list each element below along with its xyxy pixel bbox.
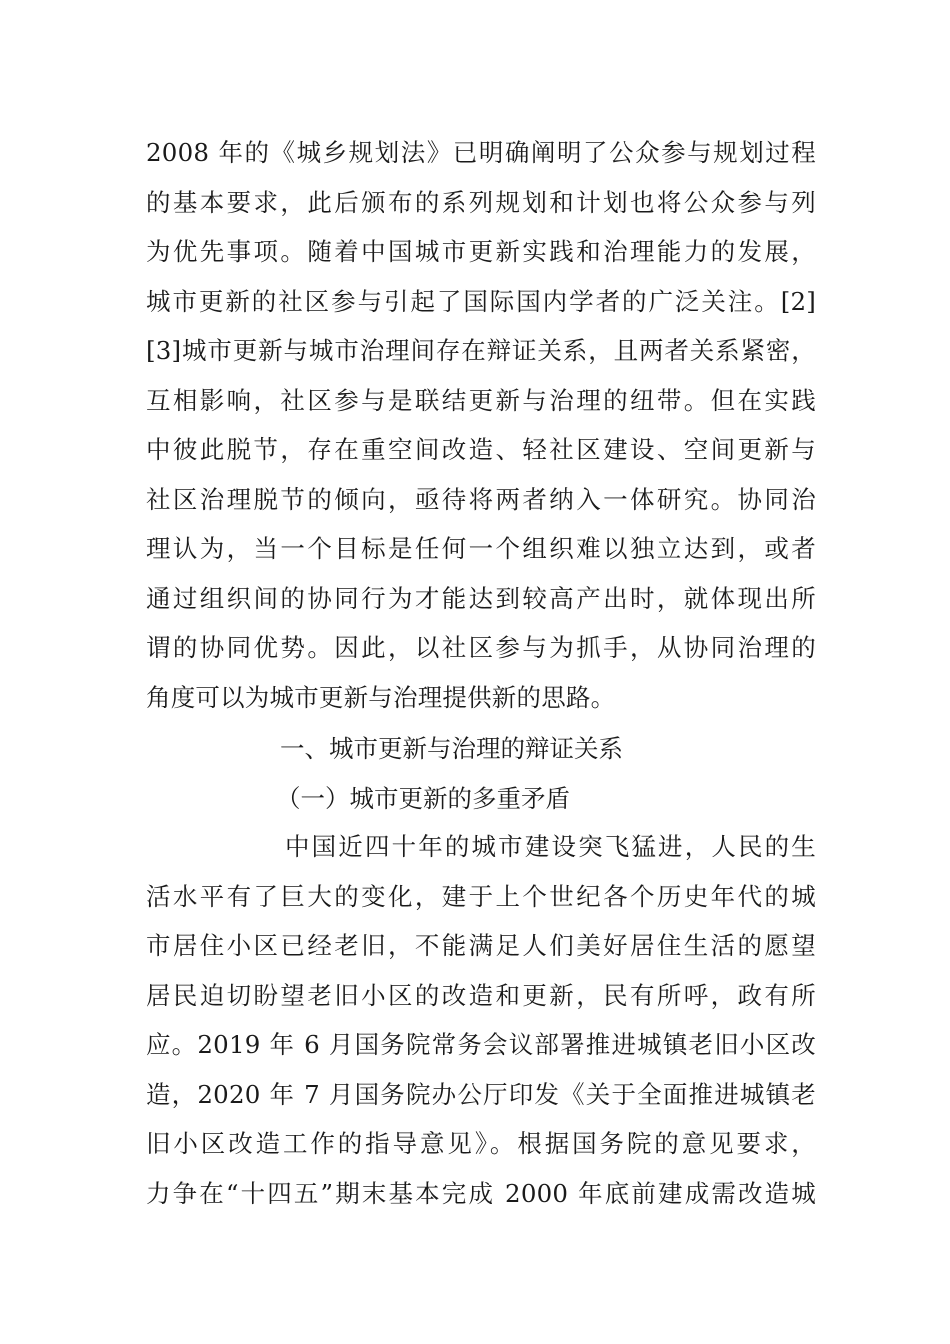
paragraph-line: 力争在“十四五”期末基本完成 2000 年底前建成需改造城 [146, 1178, 816, 1208]
paragraph-line: [3]城市更新与城市治理间存在辩证关系，且两者关系紧密， [146, 336, 816, 365]
paragraph-line: 中彼此脱节，存在重空间改造、轻社区建设、空间更新与 [146, 435, 816, 464]
paragraph-line: 2008 年的《城乡规划法》已明确阐明了公众参与规划过程 [146, 138, 816, 167]
paragraph-line: 居民迫切盼望老旧小区的改造和更新，民有所呼，政有所 [146, 980, 816, 1010]
paragraph-line: 通过组织间的协同行为才能达到较高产出时，就体现出所 [146, 583, 816, 613]
paragraph-line: 理认为，当一个目标是任何一个组织难以独立达到，或者 [146, 534, 816, 563]
body-paragraph [146, 822, 816, 1218]
paragraph-line: 谓的协同优势。因此，以社区参与为抓手，从协同治理的 [146, 633, 816, 662]
subsection-heading: （一）城市更新的多重矛盾 [276, 784, 570, 813]
paragraph-line: 的基本要求，此后颁布的系列规划和计划也将公众参与列 [146, 187, 816, 217]
paragraph-line: 应。2019 年 6 月国务院常务会议部署推进城镇老旧小区改 [146, 1030, 816, 1059]
paragraph-line: 角度可以为城市更新与治理提供新的思路。 [146, 682, 616, 712]
intro-paragraph [146, 128, 816, 722]
paragraph-line: 为优先事项。随着中国城市更新实践和治理能力的发展， [146, 237, 816, 266]
paragraph-first-line: 中国近四十年的城市建设突飞猛进，人民的生 [285, 832, 816, 861]
section-heading: 一、城市更新与治理的辩证关系 [280, 734, 623, 763]
paragraph-line: 造，2020 年 7 月国务院办公厅印发《关于全面推进城镇老 [146, 1079, 816, 1109]
paragraph-line: 旧小区改造工作的指导意见》。根据国务院的意见要求， [146, 1129, 816, 1158]
paragraph-line: 活水平有了巨大的变化，建于上个世纪各个历史年代的城 [146, 881, 816, 911]
paragraph-line: 互相影响，社区参与是联结更新与治理的纽带。但在实践 [146, 385, 816, 415]
paragraph-line: 城市更新的社区参与引起了国际国内学者的广泛关注。[2] [146, 286, 816, 316]
paragraph-line: 市居住小区已经老旧，不能满足人们美好居住生活的愿望 [146, 931, 816, 960]
paragraph-line: 社区治理脱节的倾向，亟待将两者纳入一体研究。协同治 [146, 484, 816, 514]
